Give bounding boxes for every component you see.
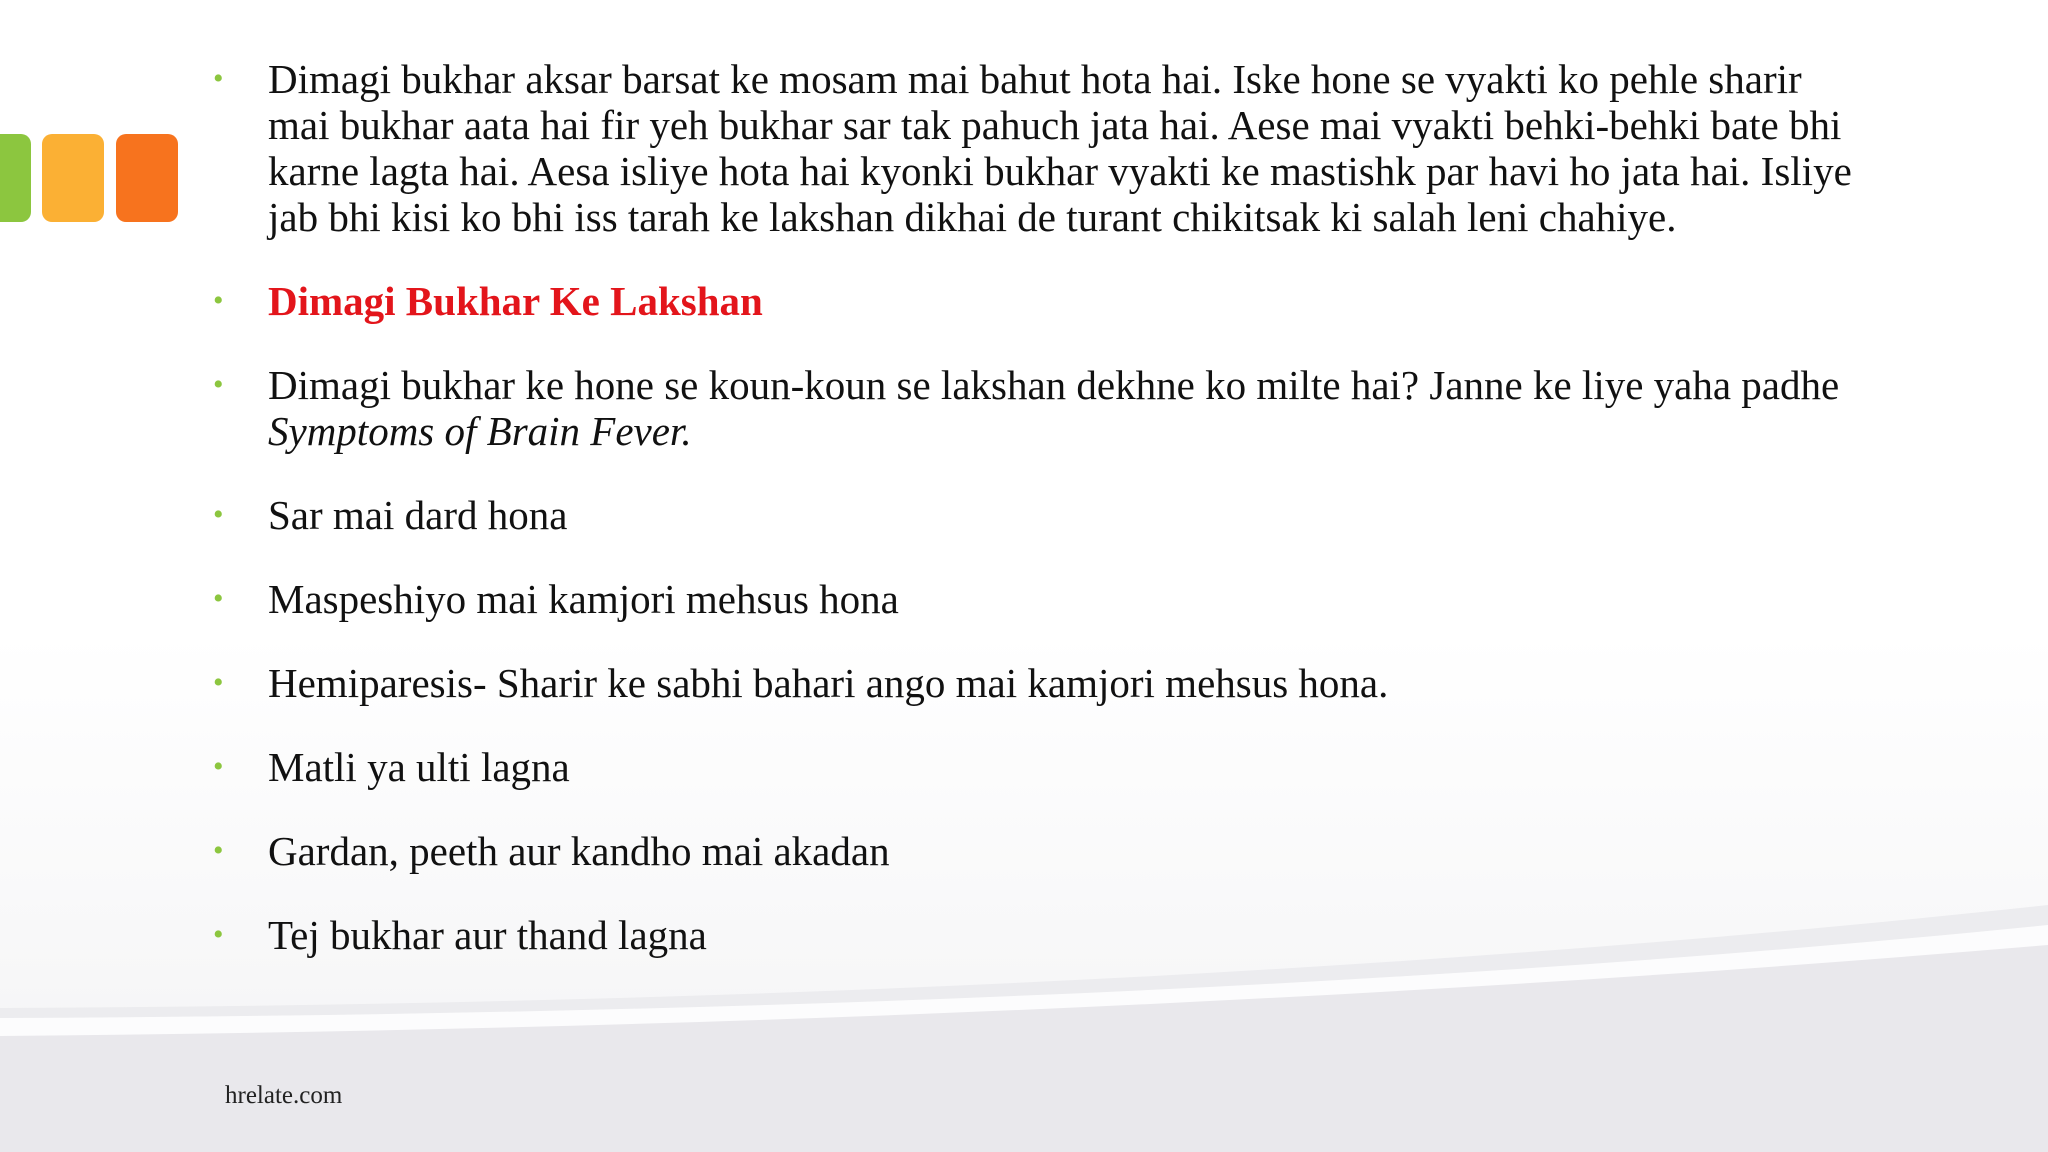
bullet-text: Tej bukhar aur thand lagna xyxy=(268,912,707,958)
bullet-dot: • xyxy=(213,834,224,867)
bullet-dot: • xyxy=(213,666,224,699)
bullet-text: Gardan, peeth aur kandho mai akadan xyxy=(268,828,890,874)
bullet-item-heading xyxy=(213,278,1873,324)
bullet-item-symptom xyxy=(213,828,1873,874)
bullet-dot: • xyxy=(213,368,224,401)
bullet-item-symptom xyxy=(213,912,1873,958)
bullet-item-intro xyxy=(213,56,1873,240)
accent-block-yellow xyxy=(42,134,104,222)
bullet-item-symptom xyxy=(213,576,1873,622)
symptoms-reference: Symptoms of Brain Fever. xyxy=(268,408,692,454)
bullet-item-symptom xyxy=(213,660,1873,706)
bullet-text: Matli ya ulti lagna xyxy=(268,744,570,790)
bullet-item-symptom xyxy=(213,492,1873,538)
section-heading: Dimagi Bukhar Ke Lakshan xyxy=(268,278,763,324)
accent-block-orange xyxy=(116,134,178,222)
bullet-dot: • xyxy=(213,284,224,317)
footer-website: hrelate.com xyxy=(225,1082,343,1109)
bullet-dot: • xyxy=(213,918,224,951)
bullet-dot: • xyxy=(213,498,224,531)
bullet-item-reference xyxy=(213,362,1873,454)
accent-block-green xyxy=(0,134,31,222)
bullet-text: Maspeshiyo mai kamjori mehsus hona xyxy=(268,576,899,622)
bullet-dot: • xyxy=(213,582,224,615)
bullet-dot: • xyxy=(213,62,224,95)
bullet-dot: • xyxy=(213,750,224,783)
bullet-item-symptom xyxy=(213,744,1873,790)
bullet-text: Sar mai dard hona xyxy=(268,492,568,538)
bullet-text: Hemiparesis- Sharir ke sabhi bahari ango mai kamjori mehsus hona. xyxy=(268,660,1389,706)
bullet-text: Dimagi bukhar ke hone se koun-koun se lakshan dekhne ko milte hai? Janne ke liye yaha padhe xyxy=(268,362,1840,408)
bullet-text: Dimagi bukhar aksar barsat ke mosam mai bahut hota hai. Iske hone se vyakti ko pehle sharir mai bukhar aata hai fir yeh bukhar sar tak pahuch jata hai. Aese mai vyakti behki-behki bate bhi karne lagta hai. Aesa isliye hota hai kyonki bukhar vyakti ke mastishk par havi ho jata hai. Isliye jab bhi kisi ko bhi iss tarah ke lakshan dikhai de turant chikitsak ki salah leni chahiye. xyxy=(268,56,1852,240)
bullet-list xyxy=(213,56,1873,996)
